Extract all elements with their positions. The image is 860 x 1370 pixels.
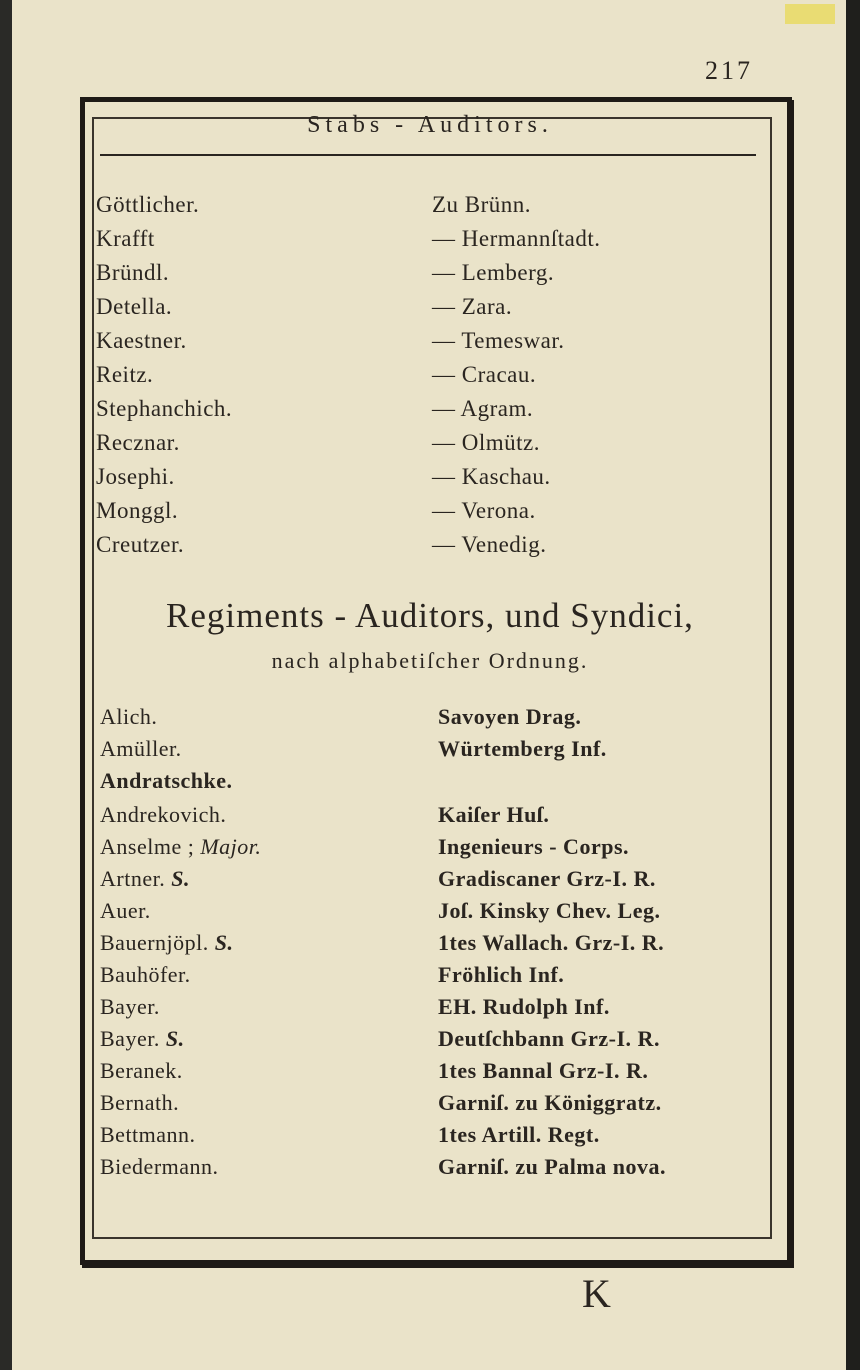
- stabs-place: — Hermannſtadt.: [432, 226, 601, 251]
- right-page-edge: [846, 0, 860, 1370]
- regiment-entry-name: Bauernjöpl. S.: [100, 930, 234, 955]
- stabs-place: — Lemberg.: [432, 260, 555, 285]
- regiment-entry-unit: EH. Rudolph Inf.: [438, 994, 610, 1019]
- regiment-entry-rank: S.: [214, 930, 234, 955]
- regiment-entry-name: Biedermann.: [100, 1154, 219, 1179]
- stabs-name: Creutzer.: [96, 532, 185, 557]
- regiment-entry-name: Anselme ; Major.: [100, 834, 262, 859]
- stabs-auditors-title: Stabs - Auditors.: [307, 112, 553, 138]
- stabs-place: — Olmütz.: [432, 430, 540, 455]
- stabs-name: Reitz.: [96, 362, 154, 387]
- regiment-entry-rank: S.: [171, 866, 190, 891]
- stabs-name: Monggl.: [96, 498, 179, 523]
- signature-mark: K: [582, 1271, 611, 1316]
- stabs-name: Recznar.: [96, 430, 180, 455]
- regiment-entry-name: Beranek.: [100, 1058, 183, 1083]
- stabs-name: Kaestner.: [96, 328, 187, 353]
- regiment-entry-unit: Gradiscaner Grz-I. R.: [438, 866, 656, 891]
- stabs-name: Göttlicher.: [96, 192, 200, 217]
- regiment-entry-unit: 1tes Bannal Grz-I. R.: [438, 1058, 649, 1083]
- regiment-entry-name: Andratschke.: [100, 768, 233, 793]
- stabs-place: — Temeswar.: [432, 328, 565, 353]
- regiment-entry-unit: Kaiſer Huſ.: [438, 802, 550, 827]
- left-page-edge: [0, 0, 12, 1370]
- stabs-name: Detella.: [96, 294, 173, 319]
- regiment-entry-unit: 1tes Artill. Regt.: [438, 1122, 600, 1147]
- stabs-place: — Kaschau.: [432, 464, 551, 489]
- regiment-entry-rank: Major.: [200, 834, 262, 859]
- regiment-entry-name: Alich.: [100, 704, 158, 729]
- page-number: 217: [705, 56, 753, 85]
- regiment-entry-unit: Fröhlich Inf.: [438, 962, 565, 987]
- regiment-entry-unit: Würtemberg Inf.: [438, 736, 607, 761]
- yellow-tab-mark: [785, 4, 835, 24]
- regiment-entry-rank: S.: [165, 1026, 185, 1051]
- regiment-entry-name: Artner. S.: [100, 866, 190, 891]
- regiments-heading: Regiments - Auditors, und Syndici,: [166, 596, 694, 635]
- regiment-entry-name: Andrekovich.: [100, 802, 227, 827]
- stabs-name: Krafft: [96, 226, 155, 251]
- regiments-subheading: nach alphabetiſcher Ordnung.: [271, 648, 589, 673]
- stabs-place: Zu Brünn.: [432, 192, 532, 217]
- stabs-place: — Agram.: [432, 396, 534, 421]
- regiment-entry-unit: Joſ. Kinsky Chev. Leg.: [438, 898, 661, 923]
- regiment-entry-unit: Deutſchbann Grz-I. R.: [438, 1026, 660, 1051]
- stabs-place: — Verona.: [432, 498, 536, 523]
- regiment-entry-name: Auer.: [100, 898, 151, 923]
- regiment-entry-unit: Garniſ. zu Königgratz.: [438, 1090, 662, 1115]
- title-rule: [100, 154, 756, 156]
- regiment-entry-name: Bayer. S.: [100, 1026, 185, 1051]
- regiment-entry-unit: Savoyen Drag.: [438, 704, 582, 729]
- regiment-entry-name: Bayer.: [100, 994, 160, 1019]
- regiment-entry-name: Bauhöfer.: [100, 962, 191, 987]
- stabs-name: Bründl.: [96, 260, 170, 285]
- regiment-entry-name: Amüller.: [100, 736, 182, 761]
- regiment-entry-unit: 1tes Wallach. Grz-I. R.: [438, 930, 665, 955]
- stabs-place: — Venedig.: [432, 532, 547, 557]
- stabs-place: — Cracau.: [432, 362, 537, 387]
- stabs-place: — Zara.: [432, 294, 513, 319]
- stabs-name: Stephanchich.: [96, 396, 233, 421]
- regiment-entry-unit: Ingenieurs - Corps.: [438, 834, 630, 859]
- regiment-entry-name: Bettmann.: [100, 1122, 196, 1147]
- regiment-entry-name: Bernath.: [100, 1090, 180, 1115]
- regiment-entry-unit: Garniſ. zu Palma nova.: [438, 1154, 666, 1179]
- stabs-name: Josephi.: [96, 464, 175, 489]
